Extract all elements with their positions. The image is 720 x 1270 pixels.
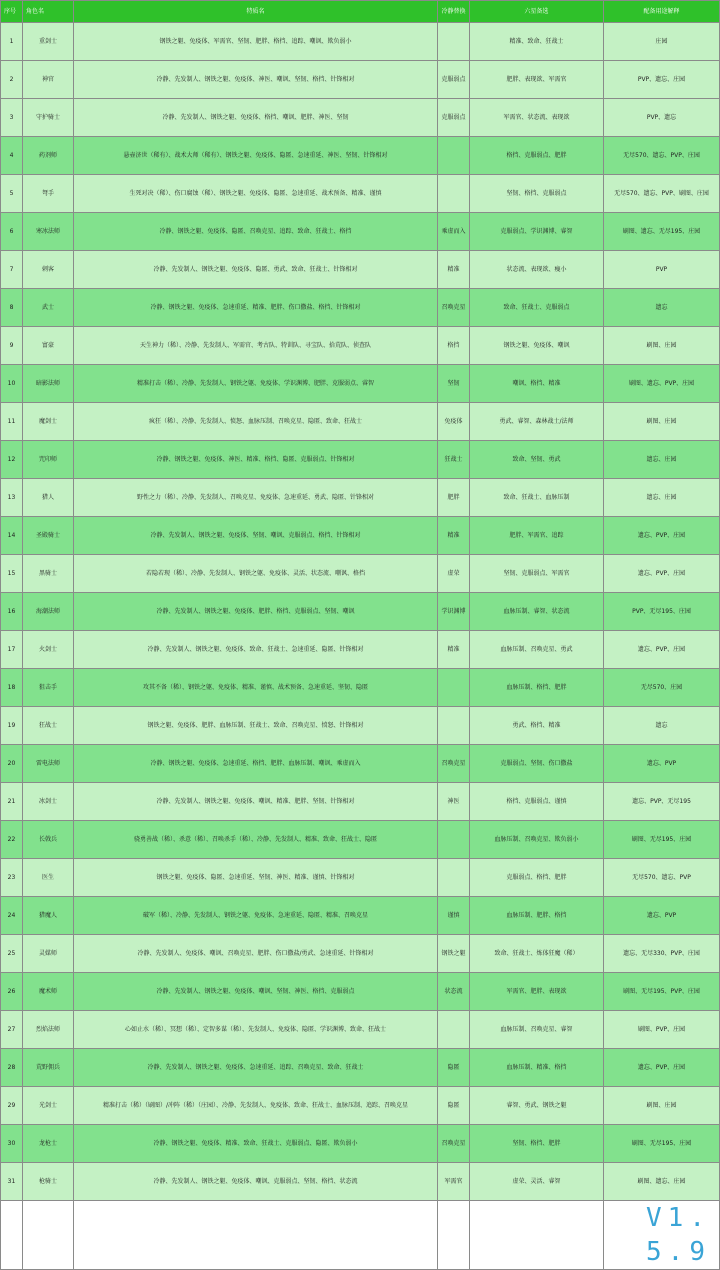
usage-notes: PVP [604,251,720,289]
table-row [1,1011,720,1049]
row-index: 22 [1,821,23,859]
cold-replacement: 虚荣 [438,555,470,593]
table-row [1,99,720,137]
six-star-alternatives: 格挡、克服弱点、肥胖 [470,137,604,175]
row-index: 5 [1,175,23,213]
role-name: 弩手 [23,175,74,213]
usage-notes: 遗忘、PVP、无尽195 [604,783,720,821]
cold-replacement [438,175,470,213]
table-row [1,707,720,745]
table-row [1,897,720,935]
cold-replacement [438,669,470,707]
row-index: 10 [1,365,23,403]
trait-list: 冷静、钢铁之躯、免疫体、神医、精准、格挡、隐匿、克服弱点、针锋相对 [74,441,438,479]
six-star-alternatives: 勇武、格挡、精准 [470,707,604,745]
footer-cell [438,1201,470,1270]
row-index: 24 [1,897,23,935]
row-index: 7 [1,251,23,289]
role-name: 魔剑士 [23,403,74,441]
usage-notes: 遗忘、PVP、庄园 [604,555,720,593]
cold-replacement: 状态流 [438,973,470,1011]
row-index: 25 [1,935,23,973]
row-index: 17 [1,631,23,669]
table-row [1,1125,720,1163]
usage-notes: 遗忘、PVP [604,745,720,783]
trait-list: 钢铁之躯、免疫体、肥胖、血脉压制、狂战士、致命、召唤克星、愤怒、针锋相对 [74,707,438,745]
usage-notes: 刷图、无尽195、庄园 [604,821,720,859]
role-name: 咒印师 [23,441,74,479]
table-row [1,973,720,1011]
usage-notes: 遗忘、PVP、庄园 [604,631,720,669]
usage-notes: PVP、遗忘 [604,99,720,137]
trait-list: 冷静、先发制人、钢铁之躯、免疫体、嘲讽、精准、肥胖、坚韧、针锋相对 [74,783,438,821]
table-row [1,23,720,61]
header-traits: 特质名 [74,1,438,23]
cold-replacement: 谨慎 [438,897,470,935]
row-index: 20 [1,745,23,783]
row-index: 19 [1,707,23,745]
role-name: 魔术师 [23,973,74,1011]
six-star-alternatives: 克服弱点、学识渊博、睿智 [470,213,604,251]
trait-list: 冷静、钢铁之躯、免疫体、隐匿、召唤克星、追踪、致命、狂战士、格挡 [74,213,438,251]
row-index: 29 [1,1087,23,1125]
cold-replacement: 坚韧 [438,365,470,403]
six-star-alternatives: 血脉压制、召唤克星、欺负弱小 [470,821,604,859]
table-row [1,745,720,783]
row-index: 27 [1,1011,23,1049]
table-row [1,593,720,631]
cold-replacement [438,821,470,859]
role-name: 火剑士 [23,631,74,669]
cold-replacement: 神医 [438,783,470,821]
trait-list: 冷静、先发制人、钢铁之躯、免疫体、神医、嘲讽、坚韧、格挡、针锋相对 [74,61,438,99]
table-row [1,213,720,251]
trait-list: 钢铁之躯、免疫体、隐匿、急速重延、坚韧、神医、精准、谨慎、针锋相对 [74,859,438,897]
role-name: 灵媒师 [23,935,74,973]
six-star-alternatives: 致命、狂战士、克服弱点 [470,289,604,327]
role-name: 武士 [23,289,74,327]
table-row [1,479,720,517]
row-index: 13 [1,479,23,517]
footer-cell [23,1201,74,1270]
footer-cell [74,1201,438,1270]
trait-list: 骁勇善战（稀）、杀意（稀）、召唤杀手（稀）、冷静、先发制人、精准、致命、狂战士、隐匿 [74,821,438,859]
row-index: 6 [1,213,23,251]
table-row [1,821,720,859]
role-name: 神官 [23,61,74,99]
usage-notes: 遗忘 [604,289,720,327]
cold-replacement: 隐匿 [438,1049,470,1087]
trait-list: 冷静、先发制人、钢铁之躯、免疫体、急速重延、追踪、召唤克星、致命、狂战士 [74,1049,438,1087]
row-index: 12 [1,441,23,479]
role-name: 猎人 [23,479,74,517]
six-star-alternatives: 血脉压制、召唤克星、勇武 [470,631,604,669]
cold-replacement: 免疫体 [438,403,470,441]
six-star-alternatives: 精准、致命、狂战士 [470,23,604,61]
cold-replacement: 肥胖 [438,479,470,517]
cold-replacement: 学识渊博 [438,593,470,631]
cold-replacement: 召唤克星 [438,289,470,327]
cold-replacement: 精准 [438,631,470,669]
trait-list: 冷静、先发制人、钢铁之躯、免疫体、嘲讽、克服弱点、坚韧、格挡、状态流 [74,1163,438,1201]
six-star-alternatives: 状态流、表现欲、瘦小 [470,251,604,289]
usage-notes: 遗忘、PVP [604,897,720,935]
usage-notes: 刷图、无尽195、庄园 [604,1125,720,1163]
role-name: 雷电法师 [23,745,74,783]
trait-list: 冷静、先发制人、钢铁之躯、免疫体、致命、狂战士、急速重延、隐匿、针锋相对 [74,631,438,669]
trait-list: 冷静、先发制人、钢铁之躯、免疫体、坚韧、嘲讽、克服弱点、格挡、针锋相对 [74,517,438,555]
header-index: 序号 [1,1,23,23]
cold-replacement: 格挡 [438,327,470,365]
cold-replacement: 钢铁之躯 [438,935,470,973]
table-row [1,1163,720,1201]
row-index: 3 [1,99,23,137]
row-index: 30 [1,1125,23,1163]
usage-notes: 遗忘、PVP、庄园 [604,517,720,555]
trait-list: 心如止水（稀）、冥想（稀）、定智多谋（稀）、先发制人、免疫体、隐匿、学识渊博、致命、狂战士 [74,1011,438,1049]
usage-notes: 遗忘、无尽330、PVP、庄园 [604,935,720,973]
row-index: 14 [1,517,23,555]
cold-replacement: 狂战士 [438,441,470,479]
row-index: 2 [1,61,23,99]
table-row [1,441,720,479]
cold-replacement: 精准 [438,251,470,289]
role-name: 荒野佣兵 [23,1049,74,1087]
usage-notes: 刷图、庄园 [604,403,720,441]
table-row [1,555,720,593]
header-row [1,1,720,23]
cold-replacement [438,1011,470,1049]
header-cold: 冷静替换 [438,1,470,23]
role-name: 狂战士 [23,707,74,745]
six-star-alternatives: 嘲讽、格挡、精准 [470,365,604,403]
usage-notes: 遗忘、PVP、庄园 [604,1049,720,1087]
six-star-alternatives: 坚韧、克服弱点、军需官 [470,555,604,593]
six-star-alternatives: 克服弱点、坚韧、伤口撒盐 [470,745,604,783]
row-index: 1 [1,23,23,61]
six-star-alternatives: 军需官、状态流、表现欲 [470,99,604,137]
cold-replacement: 隐匿 [438,1087,470,1125]
row-index: 28 [1,1049,23,1087]
six-star-alternatives: 致命、坚韧、勇武 [470,441,604,479]
trait-list: 疯狂（稀）、冷静、先发制人、愤怒、血脉压制、召唤克星、隐匿、致命、狂战士 [74,403,438,441]
cold-replacement: 克服弱点 [438,61,470,99]
usage-notes: 遗忘、庄园 [604,441,720,479]
footer-cell [1,1201,23,1270]
trait-list: 冷静、钢铁之躯、免疫体、精准、致命、狂战士、克服弱点、隐匿、欺负弱小 [74,1125,438,1163]
header-usage: 配备用途解释 [604,1,720,23]
six-star-alternatives: 坚韧、格挡、肥胖 [470,1125,604,1163]
role-name: 重剑士 [23,23,74,61]
six-star-alternatives: 致命、狂战士、血脉压制 [470,479,604,517]
table-row [1,783,720,821]
trait-list: 冷静、先发制人、钢铁之躯、免疫体、肥胖、格挡、克服弱点、坚韧、嘲讽 [74,593,438,631]
cold-replacement: 召唤克星 [438,1125,470,1163]
trait-list: 破军（稀）、冷静、先发制人、钢铁之躯、免疫体、急速重延、隐匿、精准、召唤克星 [74,897,438,935]
cold-replacement [438,707,470,745]
row-index: 9 [1,327,23,365]
trait-list: 天生神力（稀）、冷静、先发制人、军需官、考古队、特训队、寻宝队、拾荒队、侦查队 [74,327,438,365]
role-name: 守护骑士 [23,99,74,137]
table-row [1,403,720,441]
six-star-alternatives: 格挡、克服弱点、谨慎 [470,783,604,821]
role-name: 圣殿骑士 [23,517,74,555]
table-row [1,935,720,973]
six-star-alternatives: 克服弱点、格挡、肥胖 [470,859,604,897]
role-name: 长戟兵 [23,821,74,859]
usage-notes: 庄园 [604,23,720,61]
usage-notes: 刷图、遗忘、无尽195、庄园 [604,213,720,251]
six-star-alternatives: 钢铁之躯、免疫体、嘲讽 [470,327,604,365]
role-name: 暗影法师 [23,365,74,403]
role-name: 猎魔人 [23,897,74,935]
six-star-alternatives: 血脉压制、精准、格挡 [470,1049,604,1087]
usage-notes: 遗忘、庄园 [604,479,720,517]
table-row [1,1087,720,1125]
table-body [1,23,720,1201]
usage-notes: 刷图、庄园 [604,1087,720,1125]
cold-replacement: 召唤克星 [438,745,470,783]
usage-notes: 无尽570、遗忘、PVP [604,859,720,897]
trait-list: 悬壶济世（稀有）、战术大师（稀有）、钢铁之躯、免疫体、隐匿、急速重延、神医、坚韧、针锋相对 [74,137,438,175]
usage-notes: 无尽570、庄园 [604,669,720,707]
usage-notes: 刷图、PVP、庄园 [604,1011,720,1049]
row-index: 4 [1,137,23,175]
usage-notes: 刷图、遗忘、PVP、庄园 [604,365,720,403]
role-name: 药剂师 [23,137,74,175]
header-role: 角色名 [23,1,74,23]
six-star-alternatives: 血脉压制、召唤克星、睿智 [470,1011,604,1049]
version-label: V1.5.9 [604,1201,720,1270]
six-star-alternatives: 睿智、勇武、钢铁之躯 [470,1087,604,1125]
six-star-alternatives: 血脉压制、睿智、状态流 [470,593,604,631]
usage-notes: 刷图、遗忘、庄园 [604,1163,720,1201]
cold-replacement [438,23,470,61]
usage-notes: 刷图、无尽195、PVP、庄园 [604,973,720,1011]
table-row [1,137,720,175]
six-star-alternatives: 虚荣、灵活、睿智 [470,1163,604,1201]
table-row [1,631,720,669]
row-index: 26 [1,973,23,1011]
row-index: 23 [1,859,23,897]
table-row [1,1049,720,1087]
row-index: 18 [1,669,23,707]
role-name: 龙枪士 [23,1125,74,1163]
usage-notes: PVP、遗忘、庄园 [604,61,720,99]
trait-list: 冷静、先发制人、钢铁之躯、免疫体、格挡、嘲讽、肥胖、神医、坚韧 [74,99,438,137]
table-row [1,289,720,327]
six-star-alternatives: 血脉压制、肥胖、格挡 [470,897,604,935]
trait-list: 冷静、钢铁之躯、免疫体、急速重延、精准、肥胖、伤口撒盐、格挡、针锋相对 [74,289,438,327]
trait-list: 若隐若现（稀）、冷静、先发制人、钢铁之躯、免疫体、灵活、状态流、嘲讽、格挡 [74,555,438,593]
table-row [1,365,720,403]
trait-list: 冷静、先发制人、钢铁之躯、免疫体、隐匿、勇武、致命、狂战士、针锋相对 [74,251,438,289]
table-row [1,327,720,365]
trait-list: 野性之力（稀）、冷静、先发制人、召唤克星、免疫体、急速重延、勇武、隐匿、针锋相对 [74,479,438,517]
six-star-alternatives: 肥胖、表现欲、军需官 [470,61,604,99]
role-name: 狙击手 [23,669,74,707]
trait-list: 精准打击（稀）、冷静、先发制人、钢铁之躯、免疫体、学识渊博、肥胖、克服弱点、睿智 [74,365,438,403]
footer-cell [470,1201,604,1270]
usage-notes: 无尽570、遗忘、PVP、庄园 [604,137,720,175]
trait-list: 生死对决（稀）、伤口腐蚀（稀）、钢铁之躯、免疫体、隐匿、急速重延、战术预备、精准、谨慎 [74,175,438,213]
table-row [1,61,720,99]
role-name: 烈焰法师 [23,1011,74,1049]
cold-replacement: 精准 [438,517,470,555]
table-row [1,859,720,897]
table-row [1,175,720,213]
role-name: 冰剑士 [23,783,74,821]
role-name: 光剑士 [23,1087,74,1125]
usage-notes: 无尽570、遗忘、PVP、刷图、庄园 [604,175,720,213]
role-name: 枪骑士 [23,1163,74,1201]
trait-list: 冷静、先发制人、免疫体、嘲讽、召唤克星、肥胖、伤口撒盐/勇武、急速重延、针锋相对 [74,935,438,973]
usage-notes: 遗忘 [604,707,720,745]
role-name: 寒冰法师 [23,213,74,251]
role-name: 富豪 [23,327,74,365]
role-name: 刺客 [23,251,74,289]
six-star-alternatives: 勇武、睿智、森林战士/法师 [470,403,604,441]
six-star-alternatives: 血脉压制、格挡、肥胖 [470,669,604,707]
row-index: 21 [1,783,23,821]
cold-replacement [438,859,470,897]
trait-list: 钢铁之躯、免疫体、军需官、坚韧、肥胖、格挡、追踪、嘲讽、欺负弱小 [74,23,438,61]
row-index: 31 [1,1163,23,1201]
row-index: 16 [1,593,23,631]
six-star-alternatives: 坚韧、格挡、克服弱点 [470,175,604,213]
cold-replacement: 军需官 [438,1163,470,1201]
role-name: 海潮法师 [23,593,74,631]
trait-list: 精准打击（稀）（刷图）/冲阵（稀）（庄园）、冷静、先发制人、免疫体、致命、狂战士、血脉压制、追踪、召唤克星 [74,1087,438,1125]
role-name: 医生 [23,859,74,897]
footer-row [1,1201,720,1270]
trait-list: 攻其不备（稀）、钢铁之躯、免疫体、精准、谨慎、战术预备、急速重延、坚韧、隐匿 [74,669,438,707]
usage-notes: 刷图、庄园 [604,327,720,365]
table-row [1,251,720,289]
six-star-alternatives: 军需官、肥胖、表现欲 [470,973,604,1011]
role-name: 黑骑士 [23,555,74,593]
row-index: 11 [1,403,23,441]
table-row [1,517,720,555]
six-star-alternatives: 致命、狂战士、炼体狂魔（稀） [470,935,604,973]
trait-list: 冷静、钢铁之躯、免疫体、急速重延、格挡、肥胖、血脉压制、嘲讽、乘虚而入 [74,745,438,783]
cold-replacement: 克服弱点 [438,99,470,137]
header-six: 六星备选 [470,1,604,23]
cold-replacement [438,137,470,175]
trait-list: 冷静、先发制人、钢铁之躯、免疫体、嘲讽、坚韧、神医、格挡、克服弱点 [74,973,438,1011]
row-index: 8 [1,289,23,327]
usage-notes: PVP、无尽195、庄园 [604,593,720,631]
row-index: 15 [1,555,23,593]
table-row [1,669,720,707]
six-star-alternatives: 肥胖、军需官、追踪 [470,517,604,555]
cold-replacement: 乘虚而入 [438,213,470,251]
